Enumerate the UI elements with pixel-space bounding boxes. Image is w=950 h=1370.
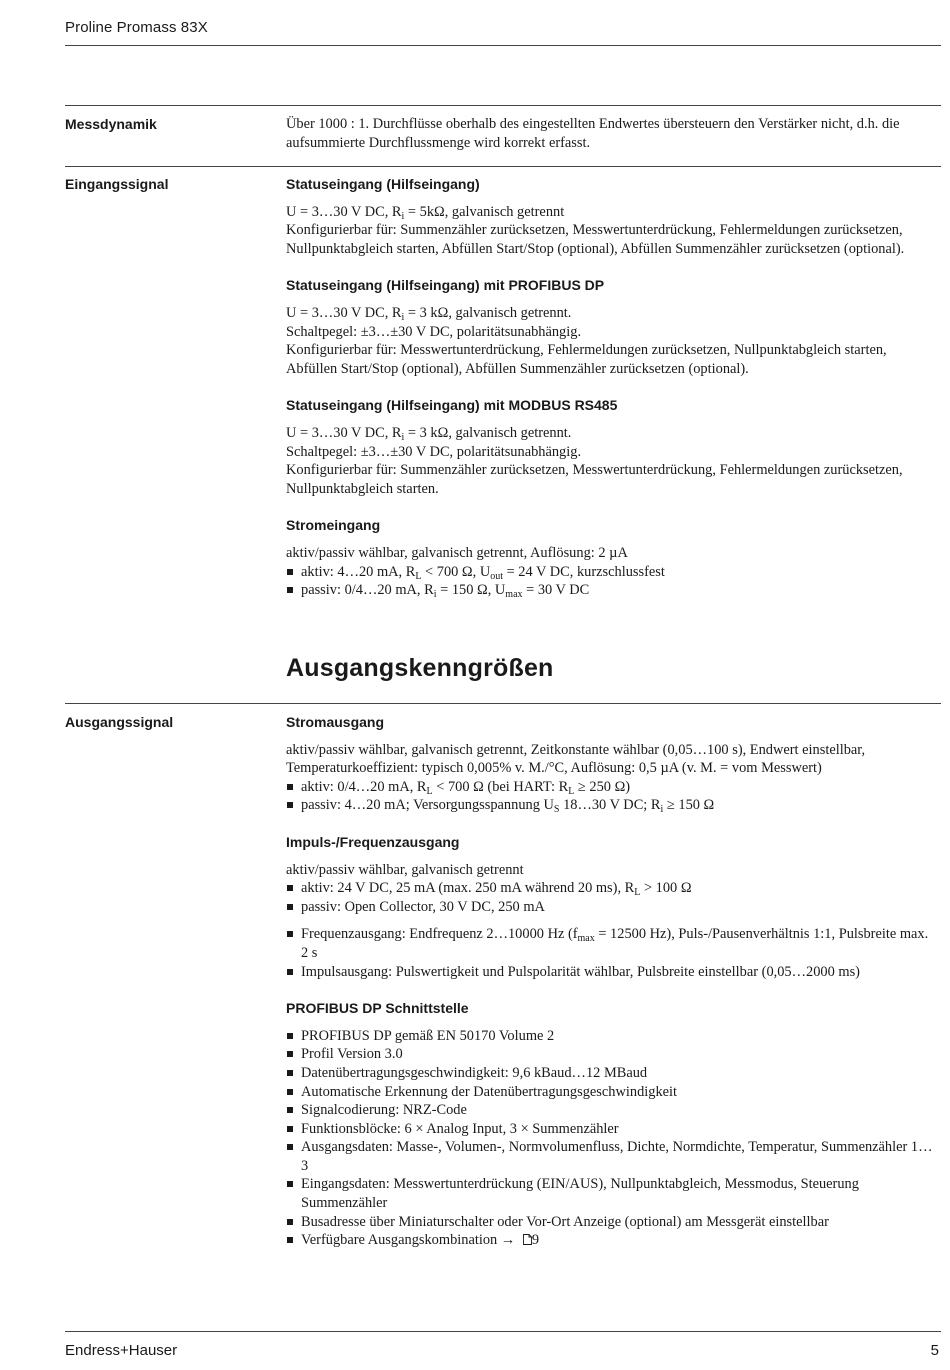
label-eingangssignal: Eingangssignal <box>65 176 169 192</box>
list-item: Eingangsdaten: Messwertunterdrückung (EIN/AUS), Nullpunktabgleich, Messmodus, Steuerung Summenzähler <box>286 1175 936 1212</box>
current-output-intro2: Temperaturkoeffizient: typisch 0,005% v. M./°C, Auflösung: 0,5 µA (v. M. = vom Messwert) <box>286 760 822 777</box>
current-input-list <box>286 563 936 600</box>
list-item: passiv: Open Collector, 30 V DC, 250 mA <box>286 898 936 917</box>
list-item: aktiv: 0/4…20 mA, $R_L < 700$ Ω (bei HART: $R_L \ge 250$ Ω) <box>286 778 936 797</box>
bullet-square-icon <box>287 931 293 937</box>
pulse-frequency-output-title: Impuls-/Frequenzausgang <box>286 833 460 850</box>
page-reference-icon <box>523 1234 532 1245</box>
status-input-title: Statuseingang (Hilfseingang) <box>286 176 480 192</box>
list-item: Frequenzausgang: Endfrequenz 2…10000 Hz ($f_{max} = 12500$ Hz), Puls-/Pausenverhältnis 1:1, Pulsbreite max. 2 s <box>286 925 936 962</box>
section-heading: Ausgangskenngrößen <box>286 654 554 682</box>
bullet-square-icon <box>287 802 293 808</box>
pulse-frequency-output-intro: aktiv/passiv wählbar, galvanisch getrennt <box>286 861 524 878</box>
current-output-list <box>286 778 936 815</box>
bullet-square-icon <box>287 1237 293 1243</box>
status-input-profibus-block <box>286 276 936 378</box>
bullet-square-icon <box>287 1126 293 1132</box>
list-item: Funktionsblöcke: 6 × Analog Input, 3 × Summenzähler <box>286 1120 936 1139</box>
footer-company: Endress+Hauser <box>65 1342 178 1359</box>
current-input-title: Stromeingang <box>286 517 381 534</box>
footer-rule <box>65 1331 941 1332</box>
page-number: 5 <box>930 1342 939 1359</box>
list-item: passiv: 0/4…20 mA, $R_i = 150$ Ω, $U_{max} = 30$ V DC <box>286 581 936 600</box>
list-item: Verfügbare Ausgangskombination → 9 <box>286 1231 936 1250</box>
content-messdynamik <box>286 115 936 152</box>
list-item: Impulsausgang: Pulswertigkeit und Pulspolarität wählbar, Pulsbreite einstellbar (0,05…2000 ms) <box>286 963 936 982</box>
content-ausgangssignal <box>286 713 936 1268</box>
list-item: Profil Version 3.0 <box>286 1045 936 1064</box>
bullet-square-icon <box>287 885 293 891</box>
messdynamik-text: Über 1000 : 1. Durchflüsse oberhalb des eingestellten Endwertes übersteuern den Verstärker nicht, d.h. die aufsummierte Durchflussmenge wird korrekt erfasst. <box>286 116 900 151</box>
status-input-block <box>286 175 936 258</box>
current-input-block <box>286 516 936 599</box>
content-eingangssignal <box>286 175 936 618</box>
bullet-square-icon <box>287 1107 293 1113</box>
status-input-modbus-line3: Konfigurierbar für: Summenzähler zurücksetzen, Messwertunterdrückung, Fehlermeldungen zurücksetzen, Nullpunktabgleich starten. <box>286 462 903 497</box>
bullet-square-icon <box>287 569 293 575</box>
status-input-profibus-line3: Konfigurierbar für: Messwertunterdrückung, Fehlermeldungen zurücksetzen, Nullpunktabgleich starten, Abfüllen Start/Stop (optional), Abfüllen Summenzähler zurücksetzen (optional). <box>286 342 887 377</box>
list-item: Automatische Erkennung der Datenübertragungsgeschwindigkeit <box>286 1083 936 1102</box>
list-item: Busadresse über Miniaturschalter oder Vor-Ort Anzeige (optional) am Messgerät einstellbar <box>286 1213 936 1232</box>
header-rule <box>65 45 941 46</box>
header-title: Proline Promass 83X <box>65 19 208 36</box>
status-input-modbus-line1: U = 3…30 V DC, $R_i = 3$ kΩ, galvanisch getrennt. <box>286 424 572 443</box>
bullet-square-icon <box>287 1089 293 1095</box>
profibus-block <box>286 999 936 1250</box>
label-messdynamik: Messdynamik <box>65 116 157 132</box>
frequency-output-list <box>286 925 936 981</box>
label-ausgangssignal: Ausgangssignal <box>65 714 174 730</box>
profibus-title: PROFIBUS DP Schnittstelle <box>286 1000 469 1017</box>
status-input-modbus-title: Statuseingang (Hilfseingang) mit MODBUS RS485 <box>286 397 618 414</box>
current-output-block <box>286 713 936 815</box>
status-input-line1: U = 3…30 V DC, $R_i = 5k\Omega$, galvanisch getrennt <box>286 203 565 222</box>
bullet-square-icon <box>287 1181 293 1187</box>
list-item: PROFIBUS DP gemäß EN 50170 Volume 2 <box>286 1027 936 1046</box>
rule-ausgangssignal <box>65 703 941 704</box>
bullet-square-icon <box>287 587 293 593</box>
pulse-output-list <box>286 879 936 916</box>
bullet-square-icon <box>287 1051 293 1057</box>
bullet-square-icon <box>287 1219 293 1225</box>
rule-eingangssignal <box>65 166 941 167</box>
status-input-line2: Konfigurierbar für: Summenzähler zurücksetzen, Messwertunterdrückung, Fehlermeldungen zurücksetzen, Nullpunktabgleich starten, Abfüllen Start/Stop (optional), Abfüllen Summenzähler zurücksetzen (optional). <box>286 222 905 257</box>
status-input-modbus-line2: Schaltpegel: ±3…±30 V DC, polaritätsunabhängig. <box>286 443 582 460</box>
bullet-square-icon <box>287 1144 293 1150</box>
status-input-profibus-line1: U = 3…30 V DC, $R_i = 3$ kΩ, galvanisch getrennt. <box>286 304 572 323</box>
bullet-square-icon <box>287 904 293 910</box>
status-input-profibus-title: Statuseingang (Hilfseingang) mit PROFIBUS DP <box>286 277 605 294</box>
page-reference-number[interactable]: 9 <box>531 1232 540 1249</box>
list-item: Signalcodierung: NRZ-Code <box>286 1101 936 1120</box>
current-output-intro1: aktiv/passiv wählbar, galvanisch getrennt, Zeitkonstante wählbar (0,05…100 s), Endwert einstellbar, <box>286 741 866 758</box>
list-item: passiv: 4…20 mA; Versorgungsspannung $U_S$ 18…30 V DC; $R_i \ge 150$ Ω <box>286 796 936 815</box>
rule-messdynamik <box>65 105 941 106</box>
list-item: aktiv: 24 V DC, 25 mA (max. 250 mA während 20 ms), $R_L > 100$ Ω <box>286 879 936 898</box>
bullet-square-icon <box>287 784 293 790</box>
status-input-modbus-block <box>286 396 936 498</box>
bullet-square-icon <box>287 969 293 975</box>
bullet-square-icon <box>287 1033 293 1039</box>
list-item: Ausgangsdaten: Masse-, Volumen-, Normvolumenfluss, Dichte, Normdichte, Temperatur, Summenzähler 1…3 <box>286 1138 936 1175</box>
list-item: aktiv: 4…20 mA, $R_L < 700$ Ω, $U_{out} = 24$ V DC, kurzschlussfest <box>286 563 936 582</box>
status-input-profibus-line2: Schaltpegel: ±3…±30 V DC, polaritätsunabhängig. <box>286 323 582 340</box>
current-output-title: Stromausgang <box>286 714 385 730</box>
current-input-intro: aktiv/passiv wählbar, galvanisch getrennt, Auflösung: 2 µA <box>286 544 628 561</box>
list-item: Datenübertragungsgeschwindigkeit: 9,6 kBaud…12 MBaud <box>286 1064 936 1083</box>
bullet-square-icon <box>287 1070 293 1076</box>
profibus-list <box>286 1027 936 1250</box>
pulse-frequency-output-block <box>286 833 936 981</box>
